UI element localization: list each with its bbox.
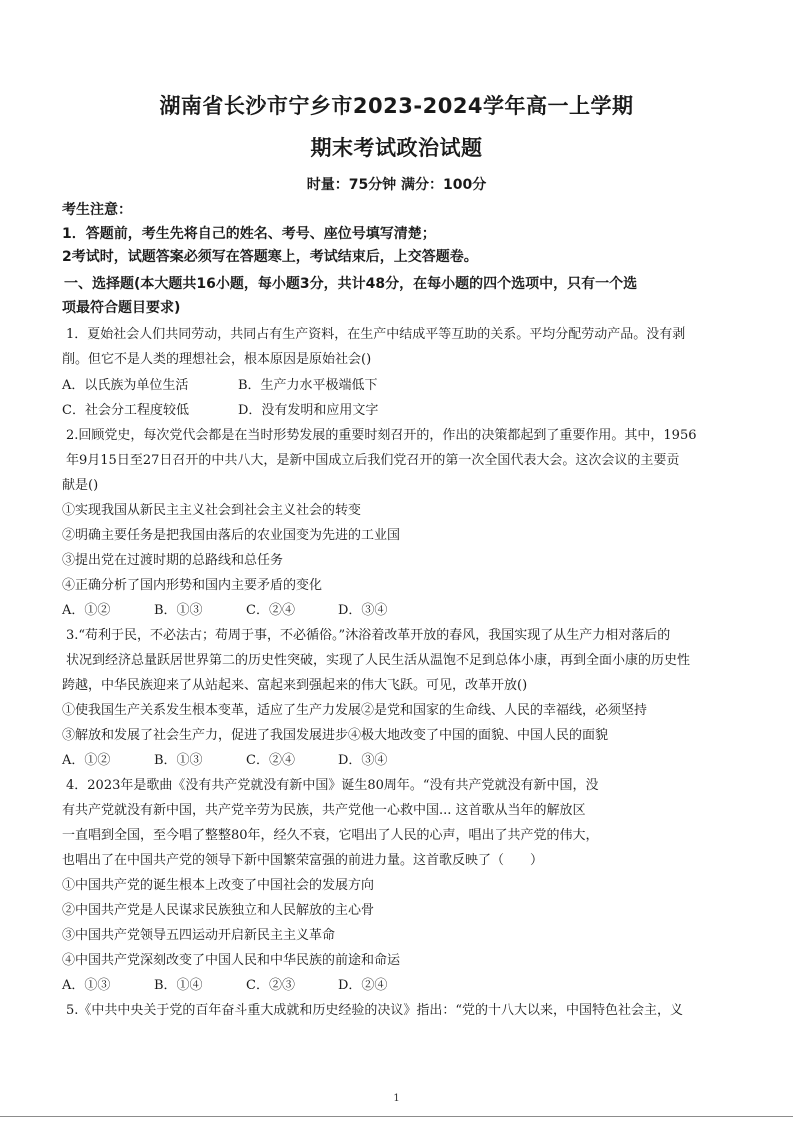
q2-stem-line2: 年9月15日至27日召开的中共八大，是新中国成立后我们党召开的第一次全国代表大会。这次会议的主要贡 — [66, 453, 680, 468]
q2-stem-line1: 2.回顾党史，每次党代会都是在当时形势发展的重要时刻召开的，作出的决策都起到了重要作用。其中，1956 — [66, 428, 697, 443]
q1-option-d[interactable]: D．没有发明和应用文字 — [238, 403, 379, 418]
q1-option-c[interactable]: C．社会分工程度较低 — [62, 403, 189, 418]
q4-stem-line3: 一直唱到全国，至今唱了整整80年，经久不衰，它唱出了人民的心声，唱出了共产党的伟大， — [62, 828, 599, 843]
q2-item-4: ④正确分析了国内形势和国内主要矛盾的变化 — [62, 578, 323, 593]
q2-item-3: ③提出党在过渡时期的总路线和总任务 — [62, 553, 284, 568]
q4-stem-line4: 也唱出了在中国共产党的领导下新中国繁荣富强的前进力量。这首歌反映了（ ） — [62, 853, 544, 868]
q4-item-3: ③中国共产党领导五四运动开启新民主主义革命 — [62, 928, 336, 943]
q5-stem-line1: 5.《中共中央关于党的百年奋斗重大成就和历史经验的决议》指出：“党的十八大以来，中国特色社会主，义 — [66, 1003, 684, 1018]
q1-option-a[interactable]: A．以氏族为单位生活 — [62, 378, 189, 393]
q1-options-row2 — [62, 399, 378, 418]
q2-item-1: ①实现我国从新民主主义社会到社会主义社会的转变 — [62, 503, 362, 518]
q3-item-1-2: ①使我国生产关系发生根本变革，适应了生产力发展②是党和国家的生命线、人民的幸福线，必须坚持 — [62, 703, 648, 718]
q2-option-a[interactable]: A．①② — [62, 603, 111, 618]
q3-stem-line2: 状况到经济总量跃居世界第二的历史性突破，实现了人民生活从温饱不足到总体小康，再到全面小康的历史性 — [66, 653, 691, 668]
q4-options — [62, 974, 387, 993]
q4-item-4: ④中国共产党深刻改变了中国人民和中华民族的前途和命运 — [62, 953, 401, 968]
q2-option-d[interactable]: D．③④ — [338, 603, 388, 618]
q3-item-3-4: ③解放和发展了社会生产力，促进了我国发展进步④极大地改变了中国的面貌、中国人民的面貌 — [62, 728, 609, 743]
q4-option-b[interactable]: B．①④ — [154, 978, 203, 993]
q4-option-d[interactable]: D．②④ — [338, 978, 388, 993]
exam-title-line2: 期末考试政治试题 — [310, 136, 483, 160]
section-heading-line2: 项最符合题目要求) — [62, 300, 181, 316]
q1-stem-line1: 1．夏始社会人们共同劳动，共同占有生产资料，在生产中结成平等互助的关系。平均分配劳动产品。没有剥 — [66, 327, 686, 342]
q1-stem-line2: 削。但它不是人类的理想社会，根本原因是原始社会() — [62, 352, 372, 367]
q4-stem-line2: 有共产党就没有新中国，共产党辛劳为民族，共产党他一心救中国... 这首歌从当年的解放区 — [62, 803, 586, 818]
q3-option-c[interactable]: C．②④ — [246, 753, 295, 768]
q2-options — [62, 599, 387, 618]
notice-item-2: 2考试时，试题答案必须写在答题寒上，考试结束后，上交答题卷。 — [62, 249, 478, 265]
notice-item-1: 1．答题前，考生先将自己的姓名、考号、座位号填写清楚； — [62, 226, 436, 242]
q3-option-b[interactable]: B．①③ — [154, 753, 203, 768]
q2-option-c[interactable]: C．②④ — [246, 603, 295, 618]
q2-option-b[interactable]: B．①③ — [154, 603, 203, 618]
notice-heading: 考生注意： — [62, 202, 132, 218]
q4-item-1: ①中国共产党的诞生根本上改变了中国社会的发展方向 — [62, 878, 375, 893]
page-number: 1 — [393, 1093, 400, 1104]
section-heading-line1: 一、选择题(本大题共16小题，每小题3分，共计48分，在每小题的四个选项中，只有一个选 — [64, 276, 638, 292]
q3-stem-line3: 跨越，中华民族迎来了从站起来、富起来到强起来的伟大飞跃。可见，改革开放() — [62, 678, 528, 693]
q3-option-d[interactable]: D．③④ — [338, 753, 388, 768]
exam-time-score: 时量：75分钟 满分：100分 — [306, 177, 487, 193]
q4-stem-line1: 4．2023年是歌曲《没有共产党就没有新中国》诞生80周年。“没有共产党就没有新中国，没 — [66, 778, 599, 793]
exam-title-line1: 湖南省长沙市宁乡市2023-2024学年高一上学期 — [159, 94, 634, 118]
q3-option-a[interactable]: A．①② — [62, 753, 111, 768]
footer-divider — [0, 1116, 793, 1117]
q1-option-b[interactable]: B．生产力水平极端低下 — [238, 378, 378, 393]
q4-option-a[interactable]: A．①③ — [62, 978, 111, 993]
q3-options — [62, 749, 387, 768]
q2-stem-line3: 献是() — [62, 478, 99, 493]
q4-option-c[interactable]: C．②③ — [246, 978, 295, 993]
q3-stem-line1: 3.“苟利于民，不必法古；苟周于事，不必循俗。”沐浴着改革开放的春风，我国实现了从生产力相对落后的 — [66, 628, 671, 643]
q4-item-2: ②中国共产党是人民谋求民族独立和人民解放的主心骨 — [62, 903, 375, 918]
q2-item-2: ②明确主要任务是把我国由落后的农业国变为先进的工业国 — [62, 528, 401, 543]
q1-options-row1 — [62, 374, 378, 393]
